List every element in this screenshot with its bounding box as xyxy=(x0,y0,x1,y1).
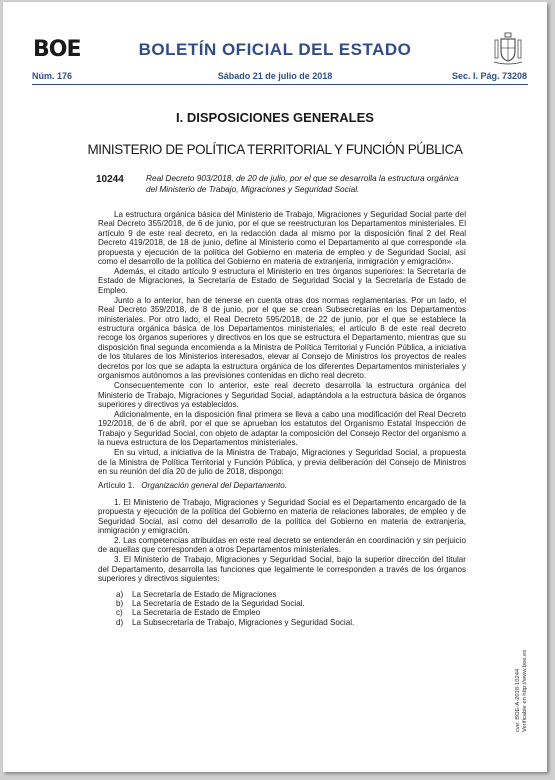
publication-title: BOLETÍN OFICIAL DEL ESTADO xyxy=(138,40,412,59)
disposition-summary: Real Decreto 903/2018, de 20 de julio, por el que se desarrolla la estructura orgánica del Ministerio de Trabajo, Migraciones y Seguridad Social. xyxy=(146,173,459,194)
header-rule xyxy=(32,84,528,85)
list-item: a) La Secretaría de Estado de Migraciones xyxy=(116,589,277,599)
article-paragraph: 3. El Ministerio de Trabajo, Migraciones y Seguridad Social, bajo la superior dirección del titular del Departamento, desarrolla las funciones que legalmente le corresponden a través de los órganos superiores y directivos siguientes: xyxy=(98,555,466,584)
article-label: Artículo 1. xyxy=(98,481,135,491)
paragraph: La estructura orgánica básica del Ministerio de Trabajo, Migraciones y Seguridad Social parte del Real Decreto 355/2018, de 6 de junio, por el que se reestructuran los Departamentos ministeriales. El artículo 9 de este real decreto, en la redacción dada al mismo por la disposición final 2 del Real Decreto 419/2018, de 18 de junio, define al Ministerio como el Departamento al que corresponde «la propuesta y ejecución de la política del Gobierno en materia de empleo y de Seguridad Social, así como el desarrollo de la política del Gobierno en materia de extranjería, inmigración y emigración». xyxy=(98,210,466,267)
list-item: b) La Secretaría de Estado de la Seguridad Social. xyxy=(116,599,305,608)
article-title: Organización general del Departamento. xyxy=(141,481,287,491)
verification-sidebar xyxy=(515,632,528,732)
issue-date: Sábado 21 de julio de 2018 xyxy=(217,71,333,81)
list-item: d) La Subsecretaría de Trabajo, Migraciones y Seguridad Social. xyxy=(116,617,355,627)
issue-number: Núm. 176 xyxy=(32,71,73,81)
paragraph: Adicionalmente, en la disposición final primera se lleva a cabo una modificación del Real Decreto 192/2018, de 6 de abril, por el que se aprueban los estatutos del Organismo Estatal Inspección de Trabajo y Seguridad Social, con objeto de adaptar la composición del Consejo Rector del organismo a la nueva estructura de los Departamentos ministeriales. xyxy=(98,409,466,448)
ministry-title: MINISTERIO DE POLÍTICA TERRITORIAL Y FUNCIÓN PÚBLICA xyxy=(87,141,463,157)
coat-of-arms-icon xyxy=(493,32,523,66)
paragraph: Consecuentemente con lo anterior, este real decreto desarrolla la estructura orgánica del Ministerio de Trabajo, Migraciones y Seguridad Social, adaptándola a la estructura básica de órganos superiores y directivos ya establecidos. xyxy=(98,381,466,409)
list-item: c) La Secretaría de Estado de Empleo xyxy=(116,608,261,618)
article-paragraph: 1. El Ministerio de Trabajo, Migraciones y Seguridad Social es el Departamento encargado de la propuesta y ejecución de la política del Gobierno en materia de relaciones laborales, de empleo y de Seguridad Social, así como del desarrollo de la política del Gobierno en materia de extranjería, inmigración y emigración. xyxy=(98,497,466,535)
paragraph: Junto a lo anterior, han de tenerse en cuenta otras dos normas reglamentarias. Por un lado, el Real Decreto 359/2018, de 8 de junio, por el que se crean Subsecretarías en los Departamentos ministeriales. Por otro lado, el Real Decreto 595/2018, de 22 de junio, por el que se establece la estructura orgánica básica de los Departamentos ministeriales; el artículo 8 de este real decreto recoge los órganos superiores y directivos en los que se estructura el Departamento, mientras que su disposición final segunda encomienda a la Ministra de Política Territorial y Función Pública, a iniciativa de los titulares de los Ministerios interesados, elevar al Consejo de Ministros los proyectos de reales decretos por los que se adapta la estructura orgánica de los diferentes Departamentos ministeriales y organismos autónomos a las previsiones contenidas en dicho real decreto. xyxy=(98,295,466,381)
verify-url[interactable]: Verificable en http://www.boe.es xyxy=(522,649,528,732)
document-page xyxy=(3,2,547,772)
section-page: Sec. I. Pág. 73208 xyxy=(451,71,527,81)
disposition-number: 10244 xyxy=(96,174,124,185)
paragraph: Además, el citado artículo 9 estructura el Ministerio en tres órganos superiores: la Secretaría de Estado de Migraciones, la Secretaría de Estado de Seguridad Social y la Secretaría de Estado de Empleo. xyxy=(98,267,466,295)
cve-code: cve: BOE-A-2018-10244 xyxy=(515,668,521,732)
section-title: I. DISPOSICIONES GENERALES xyxy=(176,110,374,125)
document-body xyxy=(98,210,466,627)
organ-list xyxy=(98,590,466,628)
article-paragraph: 2. Las competencias atribuidas en este real decreto se entenderán en coordinación y sin perjuicio de aquellas que corresponden a otros Departamentos ministeriales. xyxy=(98,535,466,555)
boe-logo-text: BOE xyxy=(33,37,81,62)
article-heading xyxy=(98,481,466,490)
paragraph: En su virtud, a iniciativa de la Ministra de Trabajo, Migraciones y Seguridad Social, a propuesta de la Ministra de Política Territorial y Función Pública, y previa deliberación del Consejo de Ministros en su reunión del día 20 de julio de 2018, dispongo: xyxy=(98,448,466,476)
